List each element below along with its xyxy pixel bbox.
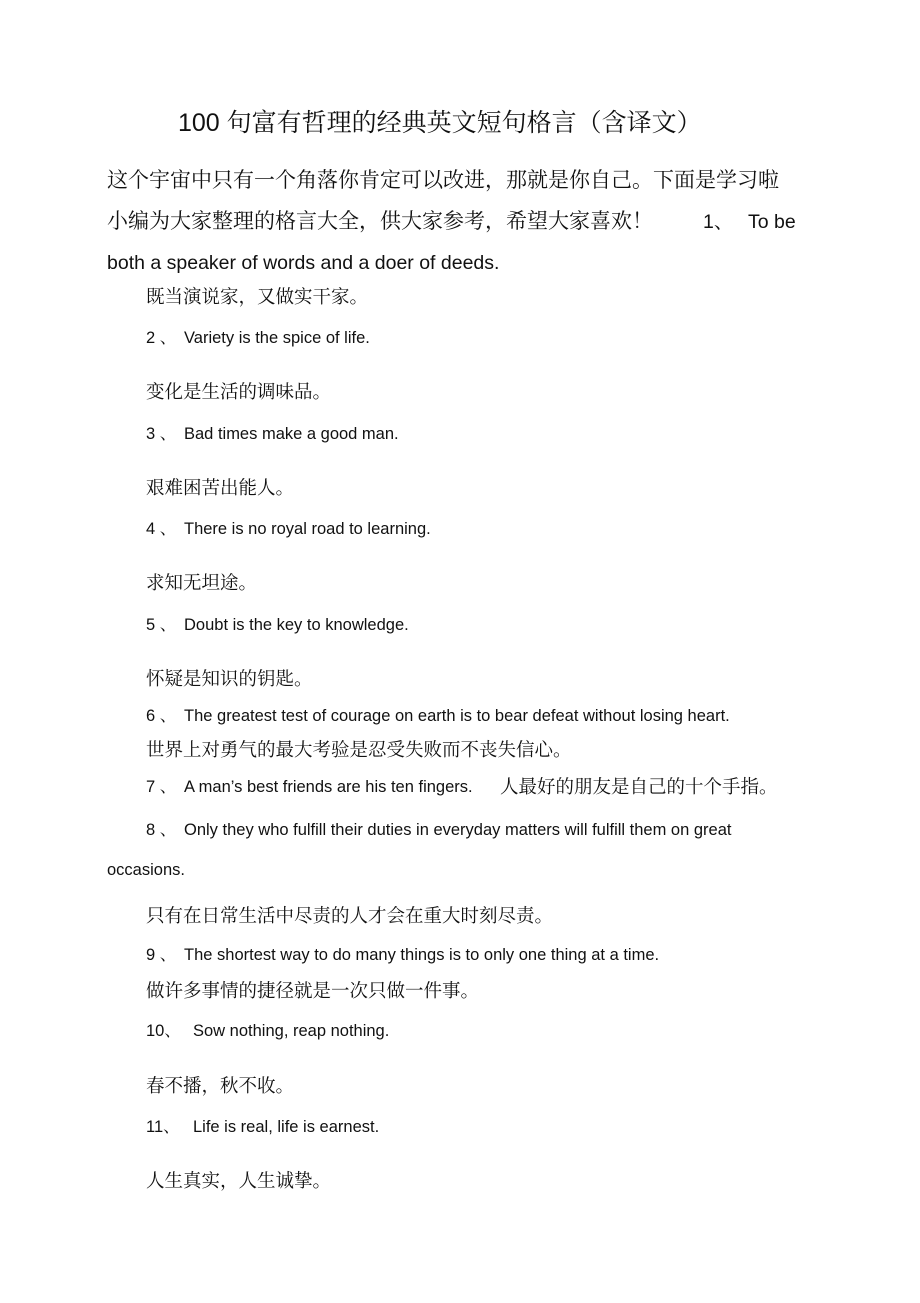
intro-line-2: 小编为大家整理的格言大全，供大家参考，希望大家喜欢！ (107, 210, 653, 233)
quote-5-english: Doubt is the key to knowledge. (184, 616, 409, 634)
quote-3-english: Bad times make a good man. (184, 425, 399, 443)
quote-1-number: 1、 (703, 211, 734, 233)
quote-7-number: 7 、 (146, 778, 177, 796)
quote-11-chinese: 人生真实，人生诚挚。 (146, 1170, 332, 1191)
quote-10-number: 10、 (146, 1022, 181, 1040)
document-title: 100 句富有哲理的经典英文短句格言（含译文） (178, 109, 702, 137)
quote-2-english: Variety is the spice of life. (184, 329, 370, 347)
quote-4-number: 4 、 (146, 520, 177, 538)
quote-9-english: The shortest way to do many things is to only one thing at a time. (184, 946, 660, 964)
quote-10-english: Sow nothing, reap nothing. (193, 1022, 390, 1040)
quote-11-english: Life is real, life is earnest. (193, 1118, 380, 1136)
quote-3-number: 3 、 (146, 425, 177, 443)
quote-2-chinese: 变化是生活的调味品。 (146, 381, 332, 402)
quote-9-number: 9 、 (146, 946, 177, 964)
quote-1-english-rest: both a speaker of words and a doer of deeds. (107, 252, 500, 274)
quote-4-chinese: 求知无坦途。 (146, 572, 258, 593)
quote-6-english: The greatest test of courage on earth is to bear defeat without losing heart. (184, 707, 730, 725)
quote-8-chinese: 只有在日常生活中尽责的人才会在重大时刻尽责。 (146, 905, 554, 926)
quote-5-number: 5 、 (146, 616, 177, 634)
quote-8-english: Only they who fulfill their duties in everyday matters will fulfill them on great (184, 821, 732, 839)
quote-9-chinese: 做许多事情的捷径就是一次只做一件事。 (146, 980, 480, 1001)
quote-5-chinese: 怀疑是知识的钥匙。 (146, 668, 313, 689)
quote-3-chinese: 艰难困苦出能人。 (146, 477, 295, 498)
quote-7-chinese: 人最好的朋友是自己的十个手指。 (500, 776, 778, 797)
quote-1-chinese: 既当演说家，又做实干家。 (146, 286, 369, 307)
quote-6-chinese: 世界上对勇气的最大考验是忍受失败而不丧失信心。 (146, 739, 572, 760)
quote-6-number: 6 、 (146, 707, 177, 725)
quote-2-number: 2 、 (146, 329, 177, 347)
quote-11-number: 11、 (146, 1118, 180, 1136)
quote-1-english-start: To be (748, 211, 796, 233)
intro-line-1: 这个宇宙中只有一个角落你肯定可以改进，那就是你自己。下面是学习啦 (107, 169, 779, 192)
quote-8-english-continued: occasions. (107, 861, 185, 879)
quote-7-english: A man’s best friends are his ten fingers. (184, 778, 473, 796)
quote-10-chinese: 春不播，秋不收。 (146, 1075, 295, 1096)
quote-8-number: 8 、 (146, 821, 177, 839)
quote-4-english: There is no royal road to learning. (184, 520, 431, 538)
